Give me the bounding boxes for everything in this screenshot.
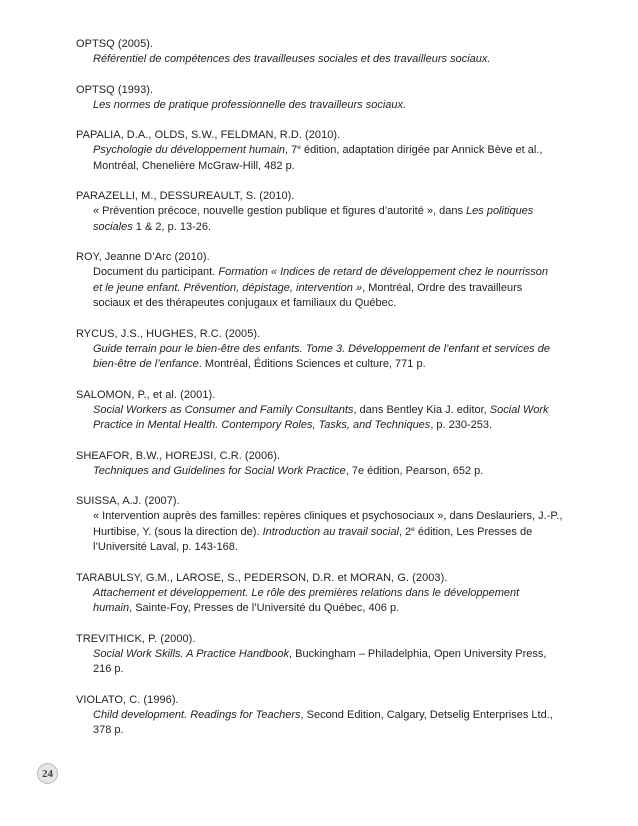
reference-text: 1 & 2, p. 13-26. [132,220,212,233]
reference-details [93,265,566,312]
italic-title-text: Psychologie du développement humain [93,144,286,156]
page-number-badge [37,763,58,784]
italic-title-text: bien-être de l’enfance [93,358,199,370]
reference-item [76,571,566,617]
reference-line [93,647,566,663]
reference-line [93,601,566,617]
superscript-text: e [297,144,301,151]
italic-title-text: Les normes de pratique professionnelle des travailleurs sociaux. [93,98,407,111]
reference-text: Montréal, Chenelière McGraw-Hill, 482 p. [93,159,295,172]
reference-text: , p. 230-253. [430,419,493,431]
reference-text: . Montréal, Éditions Sciences et culture, 771 p. [198,358,426,370]
reference-text: « Intervention auprès des familles: repères cliniques et psychosociaux », dans Deslauriers, J.-P., [93,510,563,522]
reference-line [93,342,566,358]
reference-text: sociaux et des thérapeutes conjugaux et familiaux du Québec. [93,297,397,309]
reference-author-year: RYCUS, J.S., HUGHES, R.C. (2005). [76,327,261,340]
reference-line [93,143,566,159]
italic-title-text: Référentiel de compétences des travailleuses sociales et des travailleurs sociaux. [93,53,491,65]
italic-title-text: Social Work [489,403,549,416]
italic-title-text: Social Work Skills. A Practice Handbook [93,647,290,660]
reference-line [93,98,566,114]
reference-text: , 7e édition, Pearson, 652 p. [345,464,484,477]
reference-text: , 7 [285,144,298,156]
reference-author-year: VIOLATO, C. (1996). [76,693,179,706]
reference-text: , Buckingham – Philadelphia, Open University Press, [289,647,547,660]
reference-text: , Montréal, Ordre des travailleurs [362,281,523,294]
reference-line [93,357,566,373]
italic-title-text: Guide terrain pour le bien-être des enfants. Tome 3. Développement de l’enfant et services de [93,342,550,355]
reference-line [93,464,566,480]
reference-line [93,708,566,724]
reference-line [93,509,566,525]
reference-text: , Sainte-Foy, Presses de l’Université du Québec, 406 p. [129,602,400,614]
reference-author-year: ROY, Jeanne D’Arc (2010). [76,251,210,263]
reference-author-year: SALOMON, P., et al. (2001). [76,388,216,401]
reference-text: édition, Les Presses de [414,525,533,538]
reference-item [76,250,566,312]
reference-line [93,52,566,68]
reference-item [76,388,566,434]
reference-details [93,98,566,114]
reference-author-year: OPTSQ (1993). [76,83,154,96]
reference-line [93,204,566,220]
reference-line [93,265,566,281]
reference-details [93,708,566,739]
reference-line [93,281,566,297]
reference-text: , dans Bentley Kia J. editor, [353,403,490,416]
italic-title-text: Child development. Readings for Teachers [93,708,301,721]
page-number: 24 [42,767,53,780]
reference-item [76,449,566,480]
reference-line [93,159,566,175]
reference-text: Hurtibise, Y. (sous la direction de). [93,525,263,538]
reference-line [93,220,566,236]
reference-details [93,52,566,68]
reference-details [93,647,566,678]
reference-author-year: SHEAFOR, B.W., HOREJSI, C.R. (2006). [76,449,281,462]
reference-details [93,143,566,174]
reference-line [93,540,566,556]
reference-text: « Prévention précoce, nouvelle gestion publique et figures d’autorité », dans [93,205,467,217]
reference-details [93,509,566,556]
reference-item [76,83,566,114]
reference-item [76,37,566,68]
superscript-text: e [411,525,415,533]
reference-author-year: PARAZELLI, M., DESSUREAULT, S. (2010). [76,190,295,202]
reference-author-year: OPTSQ (2005). [76,38,154,50]
reference-line [93,418,566,434]
reference-author-year: SUISSA, A.J. (2007). [76,495,180,507]
reference-text: Document du participant. [93,266,219,278]
italic-title-text: Introduction au travail social [262,525,399,538]
reference-details [93,403,566,434]
reference-text: l’Université Laval, p. 143-168. [93,541,238,553]
reference-author-year: TARABULSY, G.M., LAROSE, S., PEDERSON, D.R. et MORAN, G. (2003). [76,571,448,584]
italic-title-text: Practice in Mental Health. Contempory Roles, Tasks, and Techniques [93,419,431,431]
reference-text: édition, adaptation dirigée par Annick Bève et al., [300,144,543,156]
reference-line [93,525,566,541]
reference-line [93,296,566,312]
italic-title-text: Techniques and Guidelines for Social Work Practice [93,464,346,477]
reference-line [93,723,566,739]
reference-item [76,189,566,235]
italic-title-text: sociales [93,220,133,233]
italic-title-text: Social Workers as Consumer and Family Consultants [93,403,354,416]
reference-details [93,204,566,235]
italic-title-text: humain [93,602,130,614]
reference-item [76,632,566,678]
reference-text: , Second Edition, Calgary, Detselig Enterprises Ltd., [300,708,553,721]
italic-title-text: Attachement et développement. Le rôle des premières relations dans le développement [93,586,520,599]
reference-item [76,327,566,373]
reference-list [76,37,566,754]
reference-text: 216 p. [93,663,124,675]
italic-title-text: et le jeune enfant. Prévention, dépistage, intervention » [93,281,363,294]
reference-author-year: TREVITHICK, P. (2000). [76,632,196,645]
reference-details [93,464,566,480]
reference-text: , 2 [398,525,412,538]
reference-author-year: PAPALIA, D.A., OLDS, S.W., FELDMAN, R.D. (2010). [76,129,341,141]
reference-line [93,586,566,602]
reference-line [93,662,566,678]
reference-details [93,586,566,617]
reference-text: 378 p. [93,724,124,736]
reference-details [93,342,566,373]
reference-line [93,403,566,419]
italic-title-text: Les politiques [466,205,534,217]
reference-item [76,494,566,556]
reference-item [76,693,566,739]
reference-item [76,128,566,174]
italic-title-text: Formation « Indices de retard de développement chez le nourrisson [218,266,548,278]
